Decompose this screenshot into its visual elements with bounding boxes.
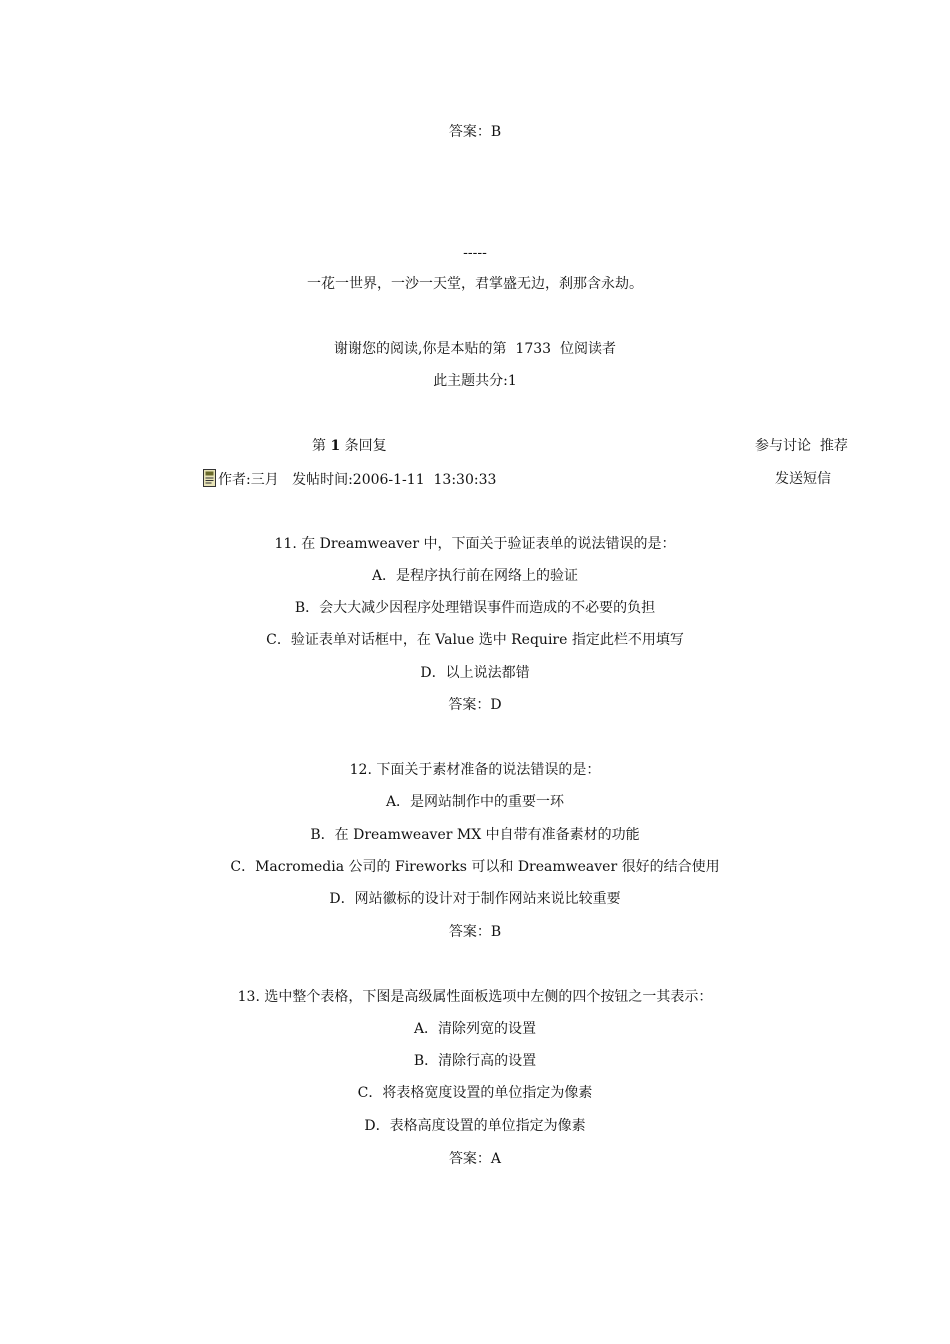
reply-actions bbox=[755, 436, 848, 456]
question-option: B．清除行高的设置 bbox=[413, 1053, 537, 1069]
topic-score: 此主题共分:1 bbox=[433, 373, 517, 389]
signature-quote: 一花一世界，一沙一天堂，君掌盛无边，刹那含永劫。 bbox=[307, 276, 643, 292]
signature-divider: ----- bbox=[463, 245, 487, 261]
question-option: D．以上说法都错 bbox=[420, 665, 530, 681]
question-option: D．表格高度设置的单位指定为像素 bbox=[364, 1118, 586, 1134]
question-option: C．Macromedia 公司的 Fireworks 可以和 Dreamweaver 很好的结合使用 bbox=[230, 859, 720, 875]
reply-author-line bbox=[203, 469, 496, 490]
reader-count-suffix: 位阅读者 bbox=[559, 341, 616, 357]
question-answer: 答案：B bbox=[448, 924, 502, 940]
document-icon bbox=[203, 469, 216, 487]
question-answer: 答案：D bbox=[448, 697, 502, 713]
question-option: B．在 Dreamweaver MX 中自带有准备素材的功能 bbox=[310, 827, 640, 843]
question-answer: 答案：A bbox=[448, 1151, 502, 1167]
reader-count-number: 1733 bbox=[515, 341, 552, 357]
previous-answer: 答案：B bbox=[448, 124, 502, 140]
reader-count-text bbox=[0, 339, 950, 359]
question-option: B．会大大减少因程序处理错误事件而造成的不必要的负担 bbox=[294, 600, 656, 616]
question-option: A．是程序执行前在网络上的验证 bbox=[371, 568, 579, 584]
question-stem: 11. 在 Dreamweaver 中，下面关于验证表单的说法错误的是： bbox=[274, 536, 676, 552]
question-option: C．将表格宽度设置的单位指定为像素 bbox=[357, 1085, 593, 1101]
reply-number: 1 bbox=[330, 438, 341, 454]
post-time-clock: 13:30:33 bbox=[433, 472, 497, 488]
author-label: 作者:三月 bbox=[218, 472, 279, 488]
reader-count-prefix: 谢谢您的阅读,你是本贴的第 bbox=[334, 341, 507, 357]
recommend-link[interactable]: 推荐 bbox=[819, 438, 848, 454]
question-stem: 12. 下面关于素材准备的说法错误的是： bbox=[349, 762, 601, 778]
question-option: D．网站徽标的设计对于制作网站来说比较重要 bbox=[329, 891, 621, 907]
reply-label-post: 条回复 bbox=[344, 438, 387, 454]
question-stem: 13. 选中整个表格，下图是高级属性面板选项中左侧的四个按钮之一其表示： bbox=[237, 989, 713, 1005]
post-time-label: 发帖时间:2006-1-11 bbox=[292, 472, 425, 488]
reply-number-label bbox=[312, 436, 387, 456]
question-option: A．清除列宽的设置 bbox=[413, 1021, 537, 1037]
discuss-link[interactable]: 参与讨论 bbox=[755, 438, 811, 454]
question-option: A．是网站制作中的重要一环 bbox=[385, 794, 565, 810]
reply-label-pre: 第 bbox=[312, 438, 326, 454]
send-message-link[interactable]: 发送短信 bbox=[775, 471, 831, 487]
question-option: C．验证表单对话框中，在 Value 选中 Require 指定此栏不用填写 bbox=[266, 632, 684, 648]
